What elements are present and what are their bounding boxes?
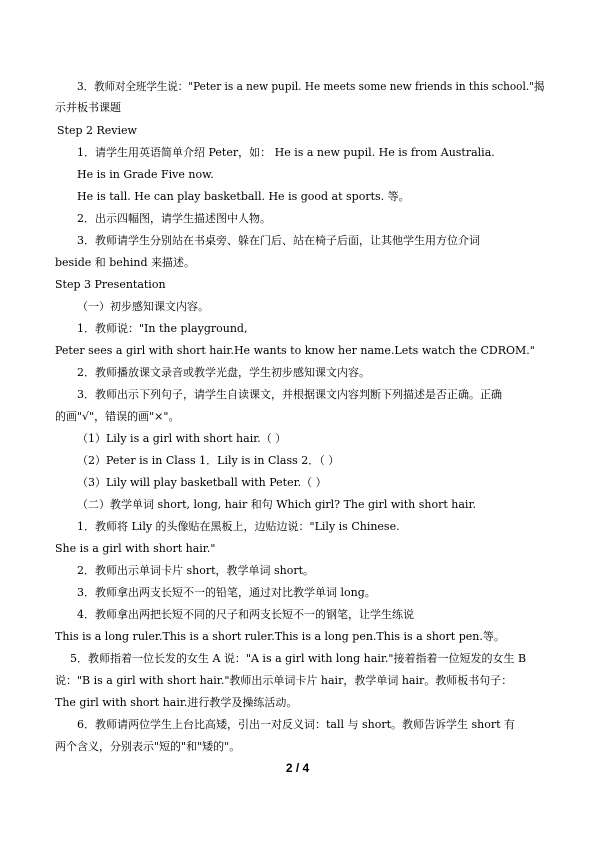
text-line: She is a girl with short hair." — [55, 542, 216, 555]
text-line: 2．教师出示单词卡片 short，教学单词 short。 — [77, 564, 315, 577]
text-line: Peter sees a girl with short hair.He wants to know her name.Lets watch the CDROM." — [55, 344, 535, 357]
text-line: 的画"√"，错误的画"×"。 — [55, 410, 180, 423]
text-line: 3．教师请学生分别站在书桌旁、躲在门后、站在椅子后面，让其他学生用方位介词 — [77, 234, 480, 247]
text-line: beside 和 behind 来描述。 — [55, 256, 196, 269]
text-line: He is tall. He can play basketball. He is good at sports. 等。 — [77, 190, 410, 203]
text-line: （一）初步感知课文内容。 — [77, 300, 209, 313]
text-line: （1）Lily is a girl with short hair.（ ） — [77, 432, 287, 445]
text-line: This is a long ruler.This is a short ruler.This is a long pen.This is a short pen.等。 — [55, 630, 505, 643]
section-heading: Step 3 Presentation — [55, 278, 166, 291]
text-line: 3．教师出示下列句子，请学生自读课文，并根据课文内容判断下列描述是否正确。正确 — [77, 388, 502, 401]
text-line: 4．教师拿出两把长短不同的尺子和两支长短不一的钢笔，让学生练说 — [77, 608, 414, 621]
text-line: 1．请学生用英语简单介绍 Peter，如： He is a new pupil. He is from Australia. — [77, 146, 495, 159]
text-line: 2．教师播放课文录音或教学光盘，学生初步感知课文内容。 — [77, 366, 370, 379]
text-line: （二）教学单词 short, long, hair 和句 Which girl? The girl with short hair. — [77, 498, 477, 511]
text-line: 两个含义，分别表示"短的"和"矮的"。 — [55, 740, 241, 753]
text-line: 1．教师将 Lily 的头像贴在黑板上，边贴边说："Lily is Chinese. — [77, 520, 400, 533]
text-line: He is in Grade Five now. — [77, 168, 214, 181]
text-line: （3）Lily will play basketball with Peter.（ ） — [77, 476, 327, 489]
text-line: 说："B is a girl with short hair."教师出示单词卡片 hair，教学单词 hair。教师板书句子： — [55, 674, 513, 687]
text-line: 6．教师请两位学生上台比高矮，引出一对反义词：tall 与 short。教师告诉学生 short 有 — [77, 718, 516, 731]
text-line: 示并板书课题 — [55, 101, 121, 114]
text-line: 1．教师说："In the playground, — [77, 322, 248, 335]
text-line: （2）Peter is in Class 1．Lily is in Class 2．（ ） — [77, 454, 340, 467]
text-line: 2．出示四幅图，请学生描述图中人物。 — [77, 212, 271, 225]
text-line: 3．教师对全班学生说："Peter is a new pupil. He meets some new friends in this school."揭 — [77, 80, 545, 93]
page-number: 2 / 4 — [285, 761, 310, 775]
section-heading: Step 2 Review — [57, 124, 137, 137]
text-line: 5．教师指着一位长发的女生 A 说："A is a girl with long hair."接着指着一位短发的女生 B — [70, 652, 527, 665]
text-line: 3．教师拿出两支长短不一的铅笔，通过对比教学单词 long。 — [77, 586, 376, 599]
text-line: The girl with short hair.进行教学及操练活动。 — [55, 696, 298, 709]
